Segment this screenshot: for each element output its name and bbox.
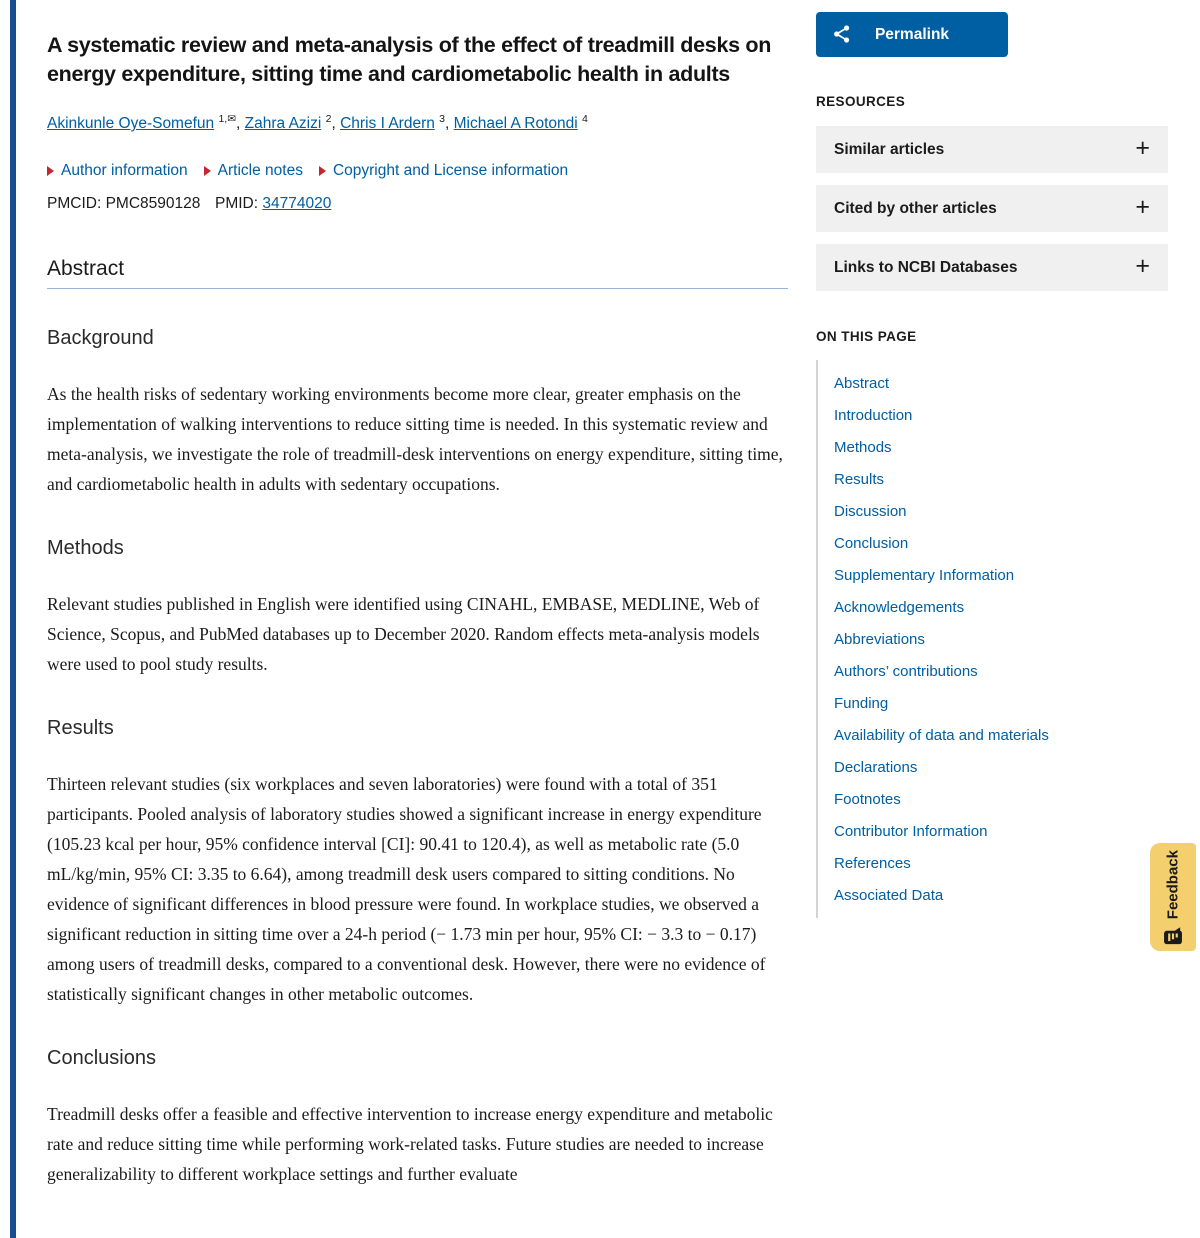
triangle-icon (204, 166, 211, 176)
on-this-page-link[interactable]: Contributor Information (834, 823, 988, 840)
feedback-icon (1164, 927, 1182, 944)
on-this-page-nav (816, 360, 1168, 918)
share-icon (832, 24, 852, 49)
on-this-page-item (834, 528, 1168, 560)
on-this-page-link[interactable]: Declarations (834, 759, 918, 776)
results-text: Thirteen relevant studies (six workplaces and seven laboratories) were found with a total of 351 participants. Pooled analysis of laboratory studies showed a significant increase in energy expenditure (105.23 kcal per hour, 95% confidence interval [CI]: 90.41 to 120.4), as well as metabolic rate (5.0 mL/kg/min, 95% CI: 3.35 to 6.64), among treadmill desk users compared to sitting conditions. No evidence of significant differences in blood pressure were found. In workplace studies, we observed a significant reduction in sitting time over a 24-h period (− 1.73 min per hour, 95% CI: − 3.3 to − 0.17) among users of treadmill desks, compared to a conventional desk. However, there were no evidence of statistically significant changes in other metabolic outcomes. (47, 774, 766, 1004)
on-this-page-item (834, 880, 1168, 912)
on-this-page-link[interactable]: Abstract (834, 375, 890, 392)
plus-icon: + (1135, 193, 1150, 221)
author-link[interactable]: Chris I Ardern (340, 115, 435, 132)
on-this-page-link[interactable]: Abbreviations (834, 631, 925, 648)
abstract-section-results (47, 716, 788, 1009)
on-this-page-link[interactable]: Availability of data and materials (834, 727, 1049, 744)
pmid-link[interactable]: 34774020 (262, 195, 332, 212)
on-this-page-link[interactable]: References (834, 855, 911, 872)
on-this-page-link[interactable]: Methods (834, 439, 892, 456)
on-this-page-item (834, 400, 1168, 432)
abstract-section-conclusions (47, 1046, 788, 1189)
disclosure-link[interactable]: Copyright and License information (332, 162, 569, 179)
on-this-page-link[interactable]: Associated Data (834, 887, 944, 904)
abstract-section-methods (47, 536, 788, 679)
resource-accordion-row[interactable] (816, 126, 1168, 173)
abstract-divider (47, 288, 788, 289)
methods-heading: Methods (47, 537, 124, 559)
pmcid-label: PMCID: (47, 195, 102, 212)
plus-icon: + (1135, 134, 1150, 162)
on-this-page-link[interactable]: Conclusion (834, 535, 909, 552)
on-this-page-link[interactable]: Results (834, 471, 885, 488)
on-this-page-item (834, 592, 1168, 624)
plus-icon: + (1135, 252, 1150, 280)
permalink-label: Permalink (874, 25, 950, 43)
article-ids-row (47, 195, 788, 213)
resources-heading: RESOURCES (816, 94, 906, 109)
on-this-page-link[interactable]: Funding (834, 695, 889, 712)
conclusions-heading: Conclusions (47, 1047, 156, 1069)
authors-line: Akinkunle Oye-Somefun $^{1,✉}$, Zahra Azizi $^2$, Chris I Ardern $^3$, Michael A Rotondi $^4$ (47, 113, 588, 132)
abstract-heading: Abstract (47, 257, 125, 280)
on-this-page-item (834, 432, 1168, 464)
right-sidebar (816, 0, 1168, 918)
on-this-page-item (834, 720, 1168, 752)
author-superscript: 4 (582, 113, 588, 125)
disclosure-item (319, 162, 568, 180)
author-superscript: 2 (325, 113, 332, 125)
article-main-column (47, 0, 788, 1189)
author-link[interactable]: Michael A Rotondi (453, 115, 578, 132)
permalink-button[interactable] (816, 12, 1008, 57)
disclosure-link[interactable]: Author information (61, 162, 188, 179)
resource-accordion-row[interactable] (816, 244, 1168, 291)
feedback-inner (1164, 850, 1182, 944)
disclosure-item (47, 162, 188, 180)
resource-label: Similar articles (834, 140, 945, 158)
on-this-page-item (834, 368, 1168, 400)
abstract-section-background (47, 326, 788, 499)
on-this-page-link[interactable]: Acknowledgements (834, 599, 965, 616)
on-this-page-item (834, 464, 1168, 496)
triangle-icon (319, 166, 326, 176)
on-this-page-item (834, 560, 1168, 592)
pmid-label: PMID: (214, 195, 259, 212)
author-superscript: 1,✉ (218, 113, 237, 125)
background-text: As the health risks of sedentary working environments become more clear, greater emphasis on the implementation of walking interventions to reduce sitting time is needed. In this systematic review and meta-analysis, we investigate the role of treadmill-desk interventions on energy expenditure, sitting time, and cardiometabolic health in adults with sedentary occupations. (47, 384, 783, 494)
on-this-page-item (834, 752, 1168, 784)
on-this-page-item (834, 624, 1168, 656)
article-title: A systematic review and meta-analysis of the effect of treadmill desks on energy expenditure, sitting time and cardiometabolic health in adults (47, 33, 772, 86)
conclusions-text: Treadmill desks offer a feasible and effective intervention to increase energy expenditure and metabolic rate and reduce sitting time while performing work-related tasks. Future studies are needed to increase generalizability to different workplace settings and further evaluate (47, 1104, 773, 1184)
on-this-page-item (834, 656, 1168, 688)
resource-accordion-row[interactable] (816, 185, 1168, 232)
on-this-page-item (834, 816, 1168, 848)
author-superscript: 3 (439, 113, 446, 125)
left-accent-bar (10, 0, 16, 1238)
on-this-page-item (834, 688, 1168, 720)
resources-accordion-list (816, 126, 1168, 291)
feedback-tab[interactable] (1150, 843, 1196, 951)
on-this-page-heading: ON THIS PAGE (816, 329, 917, 344)
feedback-label: Feedback (1164, 849, 1182, 920)
resource-label: Links to NCBI Databases (834, 258, 1018, 276)
on-this-page-link[interactable]: Footnotes (834, 791, 901, 808)
disclosure-link[interactable]: Article notes (217, 162, 303, 179)
results-heading: Results (47, 717, 114, 739)
pmcid-value: PMC8590128 (105, 195, 201, 212)
author-link[interactable]: Zahra Azizi (244, 115, 322, 132)
disclosure-item (204, 162, 303, 180)
on-this-page-link[interactable]: Introduction (834, 407, 913, 424)
on-this-page-item (834, 784, 1168, 816)
resource-label: Cited by other articles (834, 199, 997, 217)
on-this-page-link[interactable]: Discussion (834, 503, 907, 520)
background-heading: Background (47, 327, 154, 349)
author-link[interactable]: Akinkunle Oye-Somefun (47, 115, 215, 132)
on-this-page-item (834, 848, 1168, 880)
on-this-page-link[interactable]: Supplementary Information (834, 567, 1015, 584)
on-this-page-link[interactable]: Authors’ contributions (834, 663, 978, 680)
disclosure-links-row (47, 162, 788, 180)
triangle-icon (47, 166, 54, 176)
on-this-page-item (834, 496, 1168, 528)
methods-text: Relevant studies published in English were identified using CINAHL, EMBASE, MEDLINE, Web of Science, Scopus, and PubMed databases up to December 2020. Random effects meta-analysis models were used to pool study results. (47, 594, 760, 674)
